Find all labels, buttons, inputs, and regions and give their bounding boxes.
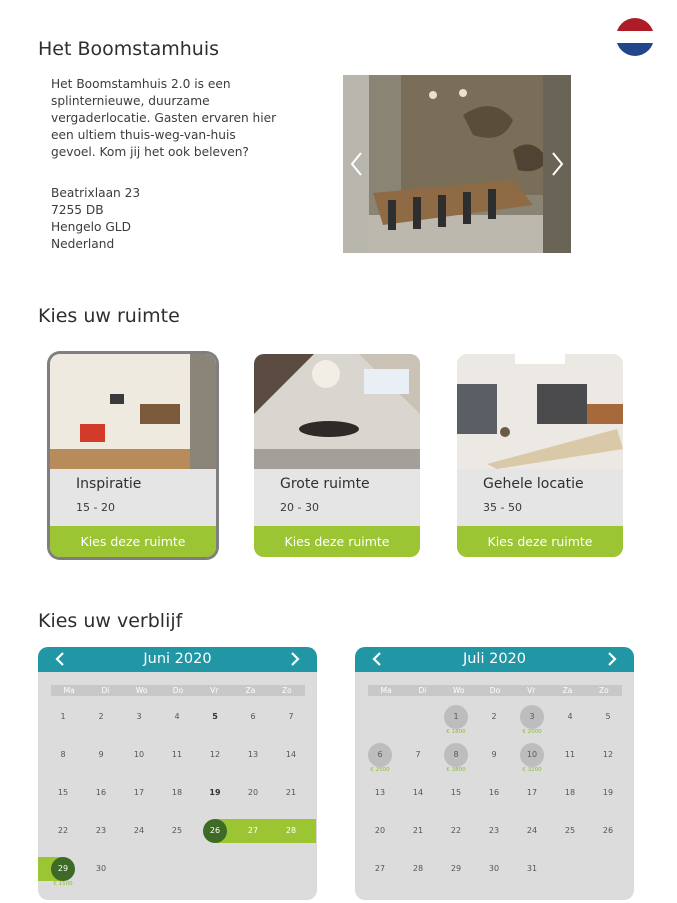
day-number[interactable]: 5 — [605, 712, 611, 721]
room-card[interactable] — [254, 354, 420, 557]
day-number[interactable]: 7 — [288, 712, 294, 721]
calendar-day — [399, 736, 437, 774]
day-number[interactable]: 7 — [415, 750, 421, 759]
day-number[interactable]: 18 — [171, 788, 183, 797]
calendar-day — [361, 850, 399, 888]
day-number[interactable]: 14 — [285, 750, 297, 759]
day-number[interactable]: 29 — [450, 864, 462, 873]
day-number[interactable]: 30 — [488, 864, 500, 873]
calendar-day — [589, 774, 627, 812]
day-number[interactable]: 23 — [488, 826, 500, 835]
calendar-day — [234, 736, 272, 774]
day-number[interactable]: 3 — [520, 705, 544, 729]
day-number[interactable]: 11 — [564, 750, 576, 759]
day-number[interactable]: 16 — [95, 788, 107, 797]
calendar-day — [589, 698, 627, 736]
address-country: Nederland — [51, 237, 115, 251]
description-line: een ultiem thuis-weg-van-huis — [51, 128, 236, 142]
calendar-day — [234, 698, 272, 736]
day-number[interactable]: 13 — [247, 750, 259, 759]
calendar-month: Juli 2020 — [462, 651, 527, 667]
weekday-label: Za — [245, 686, 256, 695]
day-number[interactable]: 15 — [450, 788, 462, 797]
calendar-day — [196, 698, 234, 736]
room-photo — [457, 354, 623, 469]
venue-address — [51, 185, 140, 253]
day-number[interactable]: 22 — [450, 826, 462, 835]
carousel-prev-icon[interactable] — [347, 149, 367, 179]
calendar-day — [82, 850, 120, 888]
calendar-day — [399, 812, 437, 850]
next-month-icon[interactable] — [286, 650, 304, 668]
calendar-day — [158, 812, 196, 850]
calendar-day — [589, 812, 627, 850]
weekday-label: Di — [101, 686, 110, 695]
weekday-label: Wo — [452, 686, 465, 695]
calendar-day — [551, 698, 589, 736]
calendar-day — [272, 736, 310, 774]
calendar-day — [551, 774, 589, 812]
calendar-day — [272, 698, 310, 736]
room-card[interactable] — [457, 354, 623, 557]
room-capacity: 15 - 20 — [76, 501, 115, 514]
day-number[interactable]: 17 — [133, 788, 145, 797]
calendar-day — [513, 850, 551, 888]
calendar-day — [82, 736, 120, 774]
day-number[interactable]: 9 — [98, 750, 104, 759]
day-number[interactable]: 12 — [209, 750, 221, 759]
day-number[interactable]: 1 — [60, 712, 66, 721]
day-number[interactable]: 13 — [374, 788, 386, 797]
day-number[interactable]: 11 — [171, 750, 183, 759]
calendar-day — [361, 774, 399, 812]
day-number[interactable]: 10 — [133, 750, 145, 759]
day-number[interactable]: 27 — [247, 826, 259, 835]
calendar-day — [551, 736, 589, 774]
calendar-day — [120, 736, 158, 774]
weekday-label: Vr — [527, 686, 536, 695]
weekday-label: Zo — [598, 686, 609, 695]
calendar-day — [437, 850, 475, 888]
day-number[interactable]: 17 — [526, 788, 538, 797]
calendar-day — [361, 812, 399, 850]
day-number[interactable]: 29 — [51, 857, 75, 881]
weekday-label: Do — [172, 686, 184, 695]
day-number[interactable]: 20 — [247, 788, 259, 797]
weekday-label: Ma — [63, 686, 75, 695]
weekday-label: Zo — [281, 686, 292, 695]
day-number[interactable]: 26 — [602, 826, 614, 835]
day-number[interactable]: 8 — [60, 750, 66, 759]
day-number[interactable]: 2 — [98, 712, 104, 721]
day-number[interactable]: 16 — [488, 788, 500, 797]
weekday-label: Za — [562, 686, 573, 695]
calendar-day — [513, 774, 551, 812]
day-number[interactable]: 20 — [374, 826, 386, 835]
description-line: gevoel. Kom jij het ook beleven? — [51, 145, 249, 159]
day-price: € 2500 — [370, 767, 390, 773]
room-card[interactable] — [50, 354, 216, 557]
next-month-icon[interactable] — [603, 650, 621, 668]
day-number[interactable]: 3 — [136, 712, 142, 721]
day-price: € 3800 — [446, 767, 466, 773]
calendar-day — [196, 812, 234, 850]
day-number[interactable]: 25 — [564, 826, 576, 835]
photo-carousel[interactable] — [343, 75, 571, 253]
day-price: € 3200 — [522, 767, 542, 773]
calendar-day — [44, 698, 82, 736]
day-number[interactable]: 6 — [368, 743, 392, 767]
description-line: vergaderlocatie. Gasten ervaren hier — [51, 111, 277, 125]
day-price: € 2000 — [522, 729, 542, 735]
day-number[interactable]: 22 — [57, 826, 69, 835]
calendar-day — [589, 736, 627, 774]
select-room-button[interactable]: Kies deze ruimte — [50, 526, 216, 557]
calendar-july — [355, 647, 634, 900]
day-number[interactable]: 24 — [526, 826, 538, 835]
calendar-day — [158, 736, 196, 774]
day-number[interactable]: 5 — [212, 712, 218, 721]
day-number[interactable]: 4 — [567, 712, 573, 721]
calendar-day — [475, 698, 513, 736]
calendar-day — [513, 736, 551, 774]
calendar-day — [82, 812, 120, 850]
day-number[interactable]: 23 — [95, 826, 107, 835]
day-number[interactable]: 27 — [374, 864, 386, 873]
description-line: splinternieuwe, duurzame — [51, 94, 210, 108]
calendar-day — [82, 698, 120, 736]
day-number[interactable]: 2 — [491, 712, 497, 721]
calendar-day — [196, 774, 234, 812]
room-photo — [254, 354, 420, 469]
calendar-day — [234, 812, 272, 850]
day-number[interactable]: 15 — [57, 788, 69, 797]
day-number[interactable]: 19 — [602, 788, 614, 797]
day-number[interactable]: 1 — [444, 705, 468, 729]
day-price: € 1500 — [53, 881, 73, 887]
description-line: Het Boomstamhuis 2.0 is een — [51, 77, 231, 91]
calendar-day — [196, 736, 234, 774]
dutch-flag-icon[interactable] — [616, 18, 654, 56]
day-number[interactable]: 21 — [412, 826, 424, 835]
calendar-day — [475, 774, 513, 812]
calendar-day — [399, 774, 437, 812]
day-number[interactable]: 26 — [203, 819, 227, 843]
calendar-day — [475, 850, 513, 888]
calendar-header — [355, 647, 634, 672]
calendar-day — [272, 812, 310, 850]
room-name: Gehele locatie — [483, 476, 584, 492]
address-city: Hengelo GLD — [51, 220, 131, 234]
calendar-june — [38, 647, 317, 900]
calendar-day — [437, 736, 475, 774]
carousel-next-icon[interactable] — [547, 149, 567, 179]
room-name: Grote ruimte — [280, 476, 370, 492]
day-number[interactable]: 8 — [444, 743, 468, 767]
room-capacity: 20 - 30 — [280, 501, 319, 514]
day-number[interactable]: 30 — [95, 864, 107, 873]
day-number[interactable]: 21 — [285, 788, 297, 797]
weekday-row — [51, 685, 305, 696]
weekday-label: Do — [489, 686, 501, 695]
day-price: € 1800 — [446, 729, 466, 735]
calendar-day — [399, 850, 437, 888]
day-number[interactable]: 24 — [133, 826, 145, 835]
calendar-day — [437, 774, 475, 812]
day-number[interactable]: 25 — [171, 826, 183, 835]
calendar-day — [475, 736, 513, 774]
day-number[interactable]: 12 — [602, 750, 614, 759]
calendar-day — [120, 774, 158, 812]
day-number[interactable]: 4 — [174, 712, 180, 721]
day-number[interactable]: 9 — [491, 750, 497, 759]
weekday-label: Di — [418, 686, 427, 695]
select-room-button[interactable]: Kies deze ruimte — [254, 526, 420, 557]
calendar-day — [158, 774, 196, 812]
calendar-day — [437, 812, 475, 850]
day-number[interactable]: 28 — [412, 864, 424, 873]
calendar-month: Juni 2020 — [143, 651, 212, 667]
day-number[interactable]: 14 — [412, 788, 424, 797]
weekday-label: Wo — [135, 686, 148, 695]
calendar-day — [44, 736, 82, 774]
calendar-day — [551, 812, 589, 850]
calendar-header — [38, 647, 317, 672]
calendar-day — [158, 698, 196, 736]
weekday-row — [368, 685, 622, 696]
calendar-day — [361, 736, 399, 774]
calendar-day — [272, 774, 310, 812]
room-photo — [50, 354, 216, 469]
calendar-day — [120, 812, 158, 850]
calendar-day — [44, 812, 82, 850]
day-number[interactable]: 31 — [526, 864, 538, 873]
day-number[interactable]: 6 — [250, 712, 256, 721]
calendar-day — [513, 698, 551, 736]
calendar-day — [120, 698, 158, 736]
venue-title: Het Boomstamhuis — [38, 38, 220, 60]
address-postcode: 7255 DB — [51, 203, 104, 217]
day-number[interactable]: 28 — [285, 826, 297, 835]
address-street: Beatrixlaan 23 — [51, 186, 141, 200]
rooms-title: Kies uw ruimte — [38, 305, 180, 327]
calendar-day — [513, 812, 551, 850]
calendar-day — [82, 774, 120, 812]
stay-title: Kies uw verblijf — [38, 610, 183, 632]
calendar-day — [475, 812, 513, 850]
carousel-photo — [343, 75, 571, 253]
weekday-label: Ma — [380, 686, 392, 695]
day-number[interactable]: 18 — [564, 788, 576, 797]
day-number[interactable]: 19 — [209, 788, 221, 797]
calendar-day — [44, 774, 82, 812]
weekday-label: Vr — [210, 686, 219, 695]
venue-description — [51, 76, 311, 161]
select-room-button[interactable]: Kies deze ruimte — [457, 526, 623, 557]
calendar-day — [437, 698, 475, 736]
day-number[interactable]: 10 — [520, 743, 544, 767]
room-capacity: 35 - 50 — [483, 501, 522, 514]
room-name: Inspiratie — [76, 476, 142, 492]
calendar-day — [234, 774, 272, 812]
calendar-day — [44, 850, 82, 888]
